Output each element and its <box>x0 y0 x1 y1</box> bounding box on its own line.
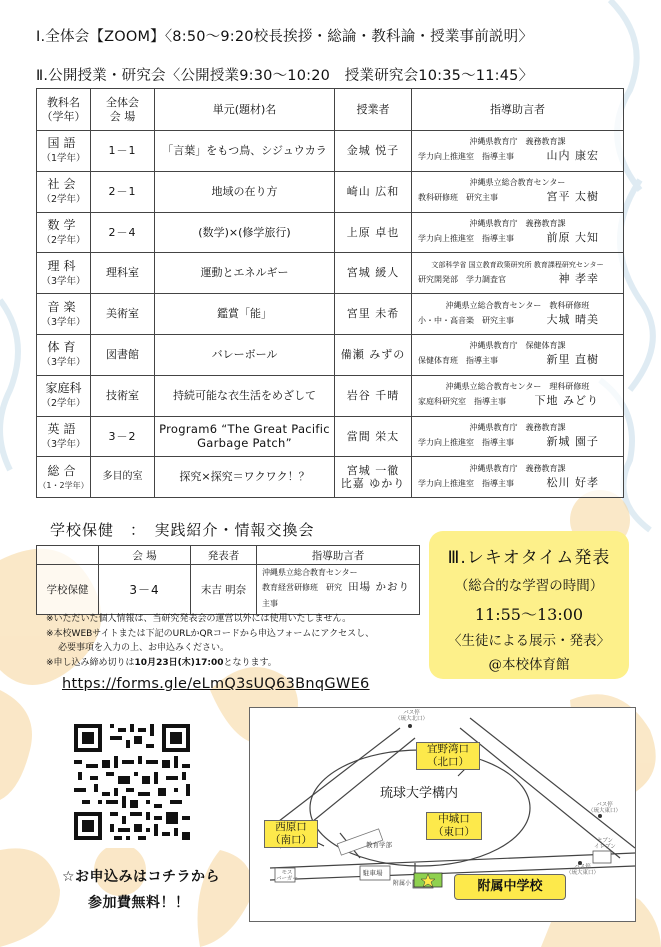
header-advisor: 指導助言者 <box>412 89 624 131</box>
map-elementary-label: 附属小 <box>393 880 412 887</box>
cell-subject: 社会 （2学年） <box>37 171 91 212</box>
cell-label: 学校保健 <box>37 565 99 615</box>
map-bus-stop-east-2: バス停 （琉大東口） <box>566 864 600 876</box>
rekio-time-box <box>429 531 629 679</box>
cell-advisor: 沖縄県立総合教育センター 教育経営研修班 研究主事 田場 かおり <box>257 565 420 615</box>
rekio-title: Ⅲ.レキオタイム発表 <box>447 548 611 568</box>
heading-general-meeting: Ⅰ.全体会【ZOOM】〈8:50～9:20校長挨拶・総論・教科論・授業事前説明〉 <box>36 29 534 45</box>
note-input: 必要事項を入力の上、お申込みください。 <box>58 643 230 653</box>
cell-unit: バレーボール <box>155 334 335 375</box>
cell-unit: 持続可能な衣生活をめざして <box>155 375 335 416</box>
header-venue: 全体会 会 場 <box>91 89 155 131</box>
map-parking-label: 駐車場 <box>363 869 383 877</box>
application-url-link[interactable]: https://forms.gle/eLmQ3sUQ63BnqGWE6 <box>62 676 370 692</box>
map-convenience-store: セブン イレブン <box>594 838 616 850</box>
cell-venue: 美術室 <box>91 294 155 335</box>
cell-advisor: 文部科学省 国立教育政策研究所 教育課程研究センター 研究開発部 学力調査官 神 孝幸 <box>412 253 624 294</box>
cell-venue: 2－4 <box>91 212 155 253</box>
header-subject: 教科名 （学年） <box>37 89 91 131</box>
table-header-row <box>37 546 420 565</box>
header-empty <box>37 546 99 565</box>
cell-advisor: 沖縄県教育庁 義務教育課 学力向上推進室 指導主事 前原 大知 <box>412 212 624 253</box>
map-burger-shop: モス バーガー <box>276 870 298 882</box>
cell-advisor: 沖縄県教育庁 義務教育課 学力向上推進室 指導主事 松川 好孝 <box>412 457 624 498</box>
header-presenter: 発表者 <box>191 546 257 565</box>
cell-venue: 多目的室 <box>91 457 155 498</box>
cell-advisor: 沖縄県立総合教育センター 理科研修班 家庭科研究室 指導主事 下地 みどり <box>412 375 624 416</box>
note-access: ※本校WEBサイトまたは下記のURLかQRコードから申込フォームにアクセスし、 <box>46 628 375 639</box>
cell-teacher: 宮城 一徹 比嘉 ゆかり <box>335 457 412 498</box>
table-row <box>37 253 624 294</box>
cell-unit: 地域の在り方 <box>155 171 335 212</box>
cell-advisor: 沖縄県立総合教育センター 教科研修班 小・中・高音楽 研究主事 大城 晴美 <box>412 294 624 335</box>
cell-subject: 英語 （3学年） <box>37 416 91 457</box>
notes <box>46 612 436 670</box>
cell-subject: 音楽 （3学年） <box>37 294 91 335</box>
cell-subject: 総合 （1・2学年） <box>37 457 91 498</box>
cell-subject: 家庭科 （2学年） <box>37 375 91 416</box>
table-row <box>37 375 624 416</box>
qr-code[interactable] <box>66 716 198 848</box>
map-gate-north: 宜野湾口 （北口） <box>416 742 480 770</box>
cell-unit: Program6 “The Great Pacific Garbage Patch” <box>155 416 335 457</box>
cell-teacher: 宮里 未希 <box>335 294 412 335</box>
map-school-label: 附属中学校 <box>454 874 566 900</box>
cell-teacher: 備瀬 みずの <box>335 334 412 375</box>
cell-subject: 国語 （1学年） <box>37 131 91 172</box>
table-row <box>37 416 624 457</box>
cell-unit: 探究×探究＝ワクワク！？ <box>155 457 335 498</box>
rekio-time: 11:55～13:00 <box>474 605 584 624</box>
cell-unit: 「言葉」をもつ鳥、シジュウカラ <box>155 131 335 172</box>
apply-here-text: ☆お申込みはコチラから <box>62 869 221 885</box>
table-row <box>37 212 624 253</box>
cell-teacher: 宮城 緩人 <box>335 253 412 294</box>
cell-advisor: 沖縄県教育庁 保健体育課 保健体育班 指導主事 新里 直樹 <box>412 334 624 375</box>
map-bus-stop-east: バス停 （琉大東口） <box>588 802 622 814</box>
cell-venue: 2－1 <box>91 171 155 212</box>
lesson-table <box>36 88 624 498</box>
map-education-label: 教育学部 <box>366 841 392 849</box>
map-campus-label: 琉球大学構内 <box>380 786 459 801</box>
cell-venue: 理科室 <box>91 253 155 294</box>
cell-subject: 体育 （3学年） <box>37 334 91 375</box>
map-bus-stop-north: バス停 （琉大北口） <box>395 710 429 722</box>
cell-venue: 図書館 <box>91 334 155 375</box>
cell-teacher: 上原 卓也 <box>335 212 412 253</box>
school-health-table <box>36 545 420 615</box>
cell-advisor: 沖縄県教育庁 義務教育課 学力向上推進室 指導主事 新城 園子 <box>412 416 624 457</box>
note-deadline: ※申し込み締め切りは10月23日(木)17:00となります。 <box>46 657 277 668</box>
header-teacher: 授業者 <box>335 89 412 131</box>
table-row <box>37 294 624 335</box>
cell-venue: 1－1 <box>91 131 155 172</box>
table-row <box>37 334 624 375</box>
cell-venue: 3－2 <box>91 416 155 457</box>
cell-teacher: 岩谷 千晴 <box>335 375 412 416</box>
rekio-subtitle: （総合的な学習の時間） <box>454 578 604 594</box>
cell-advisor: 沖縄県立総合教育センター 教科研修班 研究主事 宮平 太樹 <box>412 171 624 212</box>
cell-unit: 運動とエネルギー <box>155 253 335 294</box>
school-health-title: 学校保健 ： 実践紹介・情報交換会 <box>50 521 315 539</box>
map-gate-west: 西原口 （南口） <box>264 820 318 848</box>
table-row <box>37 457 624 498</box>
table-header-row <box>37 89 624 131</box>
cell-subject: 理科 （3学年） <box>37 253 91 294</box>
cell-venue: 3－4 <box>99 565 191 615</box>
access-map <box>249 707 636 922</box>
qr-code-icon <box>66 716 198 848</box>
cell-advisor: 沖縄県教育庁 義務教育課 学力向上推進室 指導主事 山内 康宏 <box>412 131 624 172</box>
header-unit: 単元(題材)名 <box>155 89 335 131</box>
cell-venue: 技術室 <box>91 375 155 416</box>
heading-open-lessons: Ⅱ.公開授業・研究会〈公開授業9:30～10:20 授業研究会10:35～11:45〉 <box>36 68 534 84</box>
header-venue: 会 場 <box>99 546 191 565</box>
cell-presenter: 末吉 明奈 <box>191 565 257 615</box>
cell-teacher: 金城 悦子 <box>335 131 412 172</box>
cell-teacher: 當間 栄太 <box>335 416 412 457</box>
cell-teacher: 崎山 広和 <box>335 171 412 212</box>
header-advisor: 指導助言者 <box>257 546 420 565</box>
table-row <box>37 131 624 172</box>
cell-unit: 鑑賞「能」 <box>155 294 335 335</box>
free-participation-text: 参加費無料！！ <box>88 895 190 911</box>
table-row <box>37 565 420 615</box>
rekio-place: @本校体育館 <box>488 657 570 673</box>
cell-unit: (数学)×(修学旅行) <box>155 212 335 253</box>
rekio-description: 〈生徒による展示・発表〉 <box>448 633 610 649</box>
map-gate-east: 中城口 （東口） <box>426 812 482 840</box>
note-privacy: ※いただいた個人情報は、当研究発表会の運営以外には使用いたしません。 <box>46 614 352 624</box>
table-row <box>37 171 624 212</box>
cell-subject: 数学 （2学年） <box>37 212 91 253</box>
